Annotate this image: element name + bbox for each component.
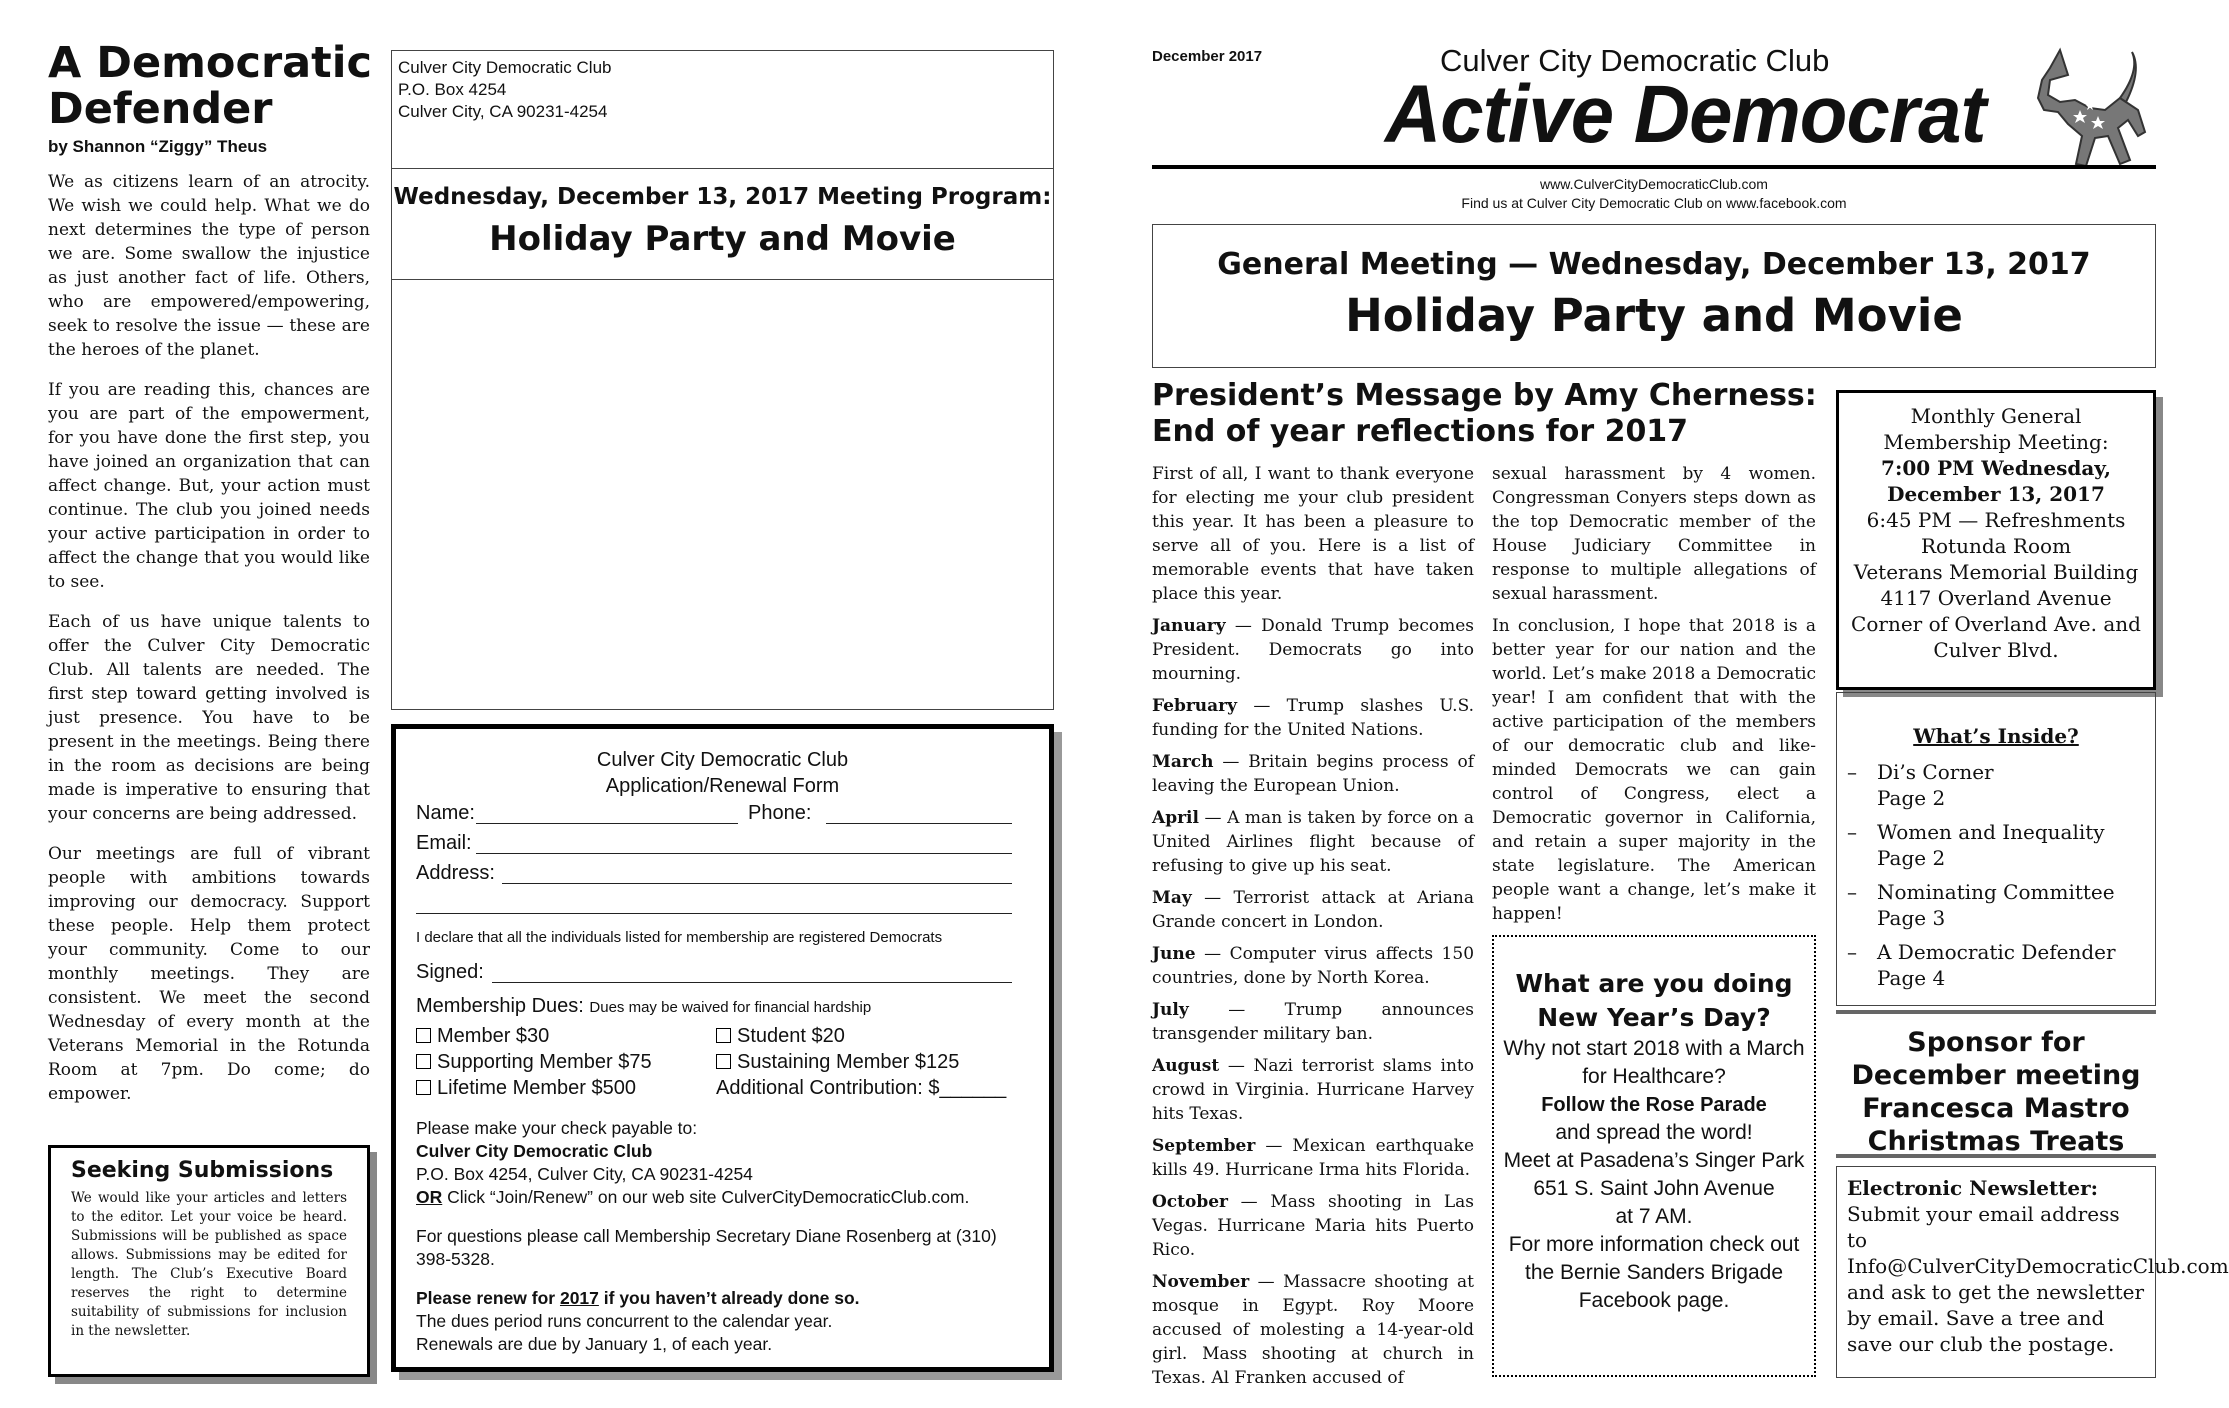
or-label: OR — [416, 1187, 443, 1207]
declaration-text: I declare that all the individuals listed for membership are registered Democrats — [416, 929, 943, 946]
renew-notice — [416, 1287, 1026, 1310]
divider — [392, 279, 1053, 280]
option-student[interactable] — [716, 1025, 845, 1048]
payment-info — [416, 1117, 1026, 1356]
article-paragraph: Each of us have unique talents to offer the Culver City Democratic Club. All talents are needed. The first step toward getting involved is just presence. You have to be present in the meetings. Being there in the room as decisions are being made is imperative to ensuring that your concerns are being addressed. — [48, 612, 370, 824]
new-years-line: and spread the word! — [1555, 1121, 1753, 1144]
event-item: May — Terrorist attack at Ariana Grande concert in London. — [1152, 888, 1475, 932]
presidents-message-col2 — [1492, 462, 1816, 934]
contents-title: A Democratic Defender — [1877, 940, 2116, 964]
event-text: Terrorist attack at Ariana Grande concert in London. — [1152, 888, 1475, 932]
option-sustaining[interactable] — [716, 1051, 959, 1074]
signed-label: Signed: — [416, 961, 484, 983]
option-member[interactable] — [416, 1025, 549, 1048]
article-paragraph: Our meetings are full of vibrant people with ambitions towards improving our democracy. Support these people. Help them protect your community. Come to our monthly meetings. They are consistent. We meet the second Wednesday of every month at the Veterans Memorial in the Rotunda Room at 7pm. Do come; do empower. — [48, 844, 370, 1104]
event-month: November — [1152, 1272, 1250, 1292]
event-month: March — [1152, 752, 1214, 772]
facebook-link[interactable]: Find us at Culver City Democratic Club on www.facebook.com — [1461, 195, 1847, 211]
return-address-line: Culver City Democratic Club — [398, 58, 612, 77]
event-item: February — Trump slashes U.S. funding for the United Nations. — [1152, 696, 1475, 740]
dash-icon: – — [1847, 880, 1857, 904]
contents-title: Di’s Corner — [1877, 760, 1994, 784]
event-month: January — [1152, 616, 1226, 636]
contents-page: Page 3 — [1877, 906, 1946, 930]
sponsor-name: Francesca Mastro — [1862, 1093, 2130, 1124]
website-link[interactable]: www.CulverCityDemocraticClub.com — [1540, 176, 1768, 192]
contents-item[interactable] — [1847, 879, 2145, 931]
event-month: July — [1152, 1000, 1189, 1020]
general-meeting-box — [1152, 224, 2156, 368]
event-text: Massacre shooting at mosque in Egypt. Roy Moore accused of molesting a 14-year-old girl. Mass shooting at church in Texas. Al Franken accused of — [1152, 1272, 1474, 1388]
new-years-line: Meet at Pasadena’s Singer Park — [1503, 1149, 1805, 1172]
whats-inside-title: What’s Inside? — [1913, 724, 2079, 748]
additional-contribution[interactable]: Additional Contribution: $______ — [716, 1077, 1007, 1099]
contents-item[interactable] — [1847, 819, 2145, 871]
event-month: May — [1152, 888, 1192, 908]
checkbox[interactable] — [716, 1054, 731, 1069]
meeting-program-heading: Wednesday, December 13, 2017 Meeting Program: — [393, 184, 1052, 210]
meeting-line: Monthly General Membership Meeting: — [1883, 404, 2109, 454]
contents-title: Women and Inequality — [1877, 820, 2105, 844]
payable-address: P.O. Box 4254, Culver City, CA 90231-4254 — [416, 1164, 753, 1184]
phone-field[interactable] — [826, 823, 1012, 824]
event-text: A man is taken by force on a United Airlines flight because of refusing to give up his seat. — [1152, 808, 1474, 876]
enews-text: Submit your email address to Info@CulverCityDemocraticClub.com and ask to get the newsletter by email. Save a tree and save our club the postage. — [1847, 1202, 2229, 1356]
event-text: Nazi terrorist slams into crowd in Virginia. Hurricane Harvey hits Texas. — [1152, 1056, 1474, 1124]
masthead-title: Active Democrat — [1385, 69, 1986, 160]
option-supporting[interactable] — [416, 1051, 652, 1074]
event-month: April — [1152, 808, 1199, 828]
application-form — [391, 724, 1054, 1372]
seeking-submissions-box — [48, 1145, 370, 1377]
event-item: March — Britain begins process of leaving the European Union. — [1152, 752, 1474, 796]
general-meeting-date: General Meeting — Wednesday, December 13, 2017 — [1217, 247, 2091, 282]
checkbox[interactable] — [416, 1028, 431, 1043]
article-title: A Democratic Defender — [48, 38, 372, 134]
membership-dues — [416, 995, 871, 1018]
monthly-meeting-box — [1836, 390, 2156, 690]
meeting-line: Corner of Overland Ave. and Culver Blvd. — [1851, 612, 2141, 662]
name-label: Name: — [416, 802, 475, 824]
renew-year: 2017 — [559, 1288, 599, 1308]
checkbox[interactable] — [416, 1080, 431, 1095]
presidents-message-title: President’s Message by Amy Cherness: End of year reflections for 2017 — [1152, 378, 1817, 449]
event-text: Trump announces transgender military ban. — [1152, 1000, 1474, 1044]
option-label: Supporting Member $75 — [437, 1051, 652, 1073]
option-label: Lifetime Member $500 — [437, 1077, 636, 1099]
contents-title: Nominating Committee — [1877, 880, 2115, 904]
new-years-line: at 7 AM. — [1615, 1205, 1693, 1228]
dash-icon: – — [1847, 940, 1857, 964]
seeking-text: We would like your articles and letters to the editor. Let your voice be heard. Submissions will be published as space allows. Submissions may be edited for length. The Club’s Executive Board reserves the right to determine suitability of submissions for inclusion in the newsletter. — [71, 1190, 347, 1339]
sponsor-item: Christmas Treats — [1867, 1126, 2125, 1157]
renew-pre: Please renew for — [416, 1288, 560, 1308]
payable-intro: Please make your check payable to: — [416, 1118, 698, 1138]
email-label: Email: — [416, 832, 472, 854]
whats-inside-box — [1836, 692, 2156, 1006]
pm-continued: sexual harassment by 4 women. Congressman Conyers steps down as the top Democratic member of the House Judiciary Committee in response to multiple allegations of sexual harassment. — [1492, 464, 1816, 604]
event-item: April — A man is taken by force on a United Airlines flight because of refusing to give up his seat. — [1152, 808, 1474, 876]
event-month: September — [1152, 1136, 1256, 1156]
dues-period: The dues period runs concurrent to the calendar year. — [416, 1311, 833, 1331]
event-item: September — Mexican earthquake kills 49. Hurricane Irma hits Florida. — [1152, 1136, 1475, 1180]
article-body — [48, 170, 370, 1122]
address-field[interactable] — [502, 883, 1012, 884]
signature-field[interactable] — [492, 982, 1012, 983]
option-label: Student $20 — [737, 1025, 845, 1047]
sponsor-heading: Sponsor for December meeting — [1851, 1027, 2141, 1091]
checkbox[interactable] — [416, 1054, 431, 1069]
divider — [392, 168, 1053, 169]
dash-icon: – — [1847, 760, 1857, 784]
new-years-box — [1492, 935, 1816, 1377]
pm-intro: First of all, I want to thank everyone for electing me your club president this year. It has been a pleasure to serve all of you. Here is a list of memorable events that have taken place this year. — [1152, 464, 1474, 604]
return-address-line: P.O. Box 4254 — [398, 80, 507, 99]
payable-name: Culver City Democratic Club — [416, 1141, 653, 1161]
pm-conclusion: In conclusion, I hope that 2018 is a better year for our nation and the world. Let’s make 2018 a Democratic year! I am confident that with the active participation of the members of our democratic club and like-minded Democrats we can gain control of Congress, elect a Democratic governor in California, and retain a super majority in the state legislature. The American people want a change, let’s make it happen! — [1492, 616, 1816, 924]
contents-page: Page 2 — [1877, 846, 1946, 870]
meeting-program-title: Holiday Party and Movie — [489, 219, 956, 259]
event-item: January — Donald Trump becomes President. Democrats go into mourning. — [1152, 616, 1474, 684]
renewals-due: Renewals are due by January 1, of each year. — [416, 1334, 773, 1354]
name-field[interactable] — [476, 823, 738, 824]
dues-label: Membership Dues: — [416, 995, 584, 1017]
event-text: Mass shooting in Las Vegas. Hurricane Maria hits Puerto Rico. — [1152, 1192, 1475, 1260]
event-month: February — [1152, 696, 1238, 716]
online-renewal — [416, 1186, 1026, 1209]
contents-item[interactable] — [1847, 939, 2145, 991]
renew-post: if you haven’t already done so. — [598, 1288, 860, 1308]
masthead-rule — [1152, 165, 2156, 169]
new-years-line: Why not start 2018 with a March for Healthcare? — [1503, 1037, 1805, 1088]
article-paragraph: We as citizens learn of an atrocity. We wish we could help. What we do next determines the type of person we are. Some swallow the injustice as just another fact of life. Others, who are empowered/empowering, seek to resolve the issue — these are the heroes of the planet. — [48, 172, 370, 360]
event-month: October — [1152, 1192, 1229, 1212]
event-item: October — Mass shooting in Las Vegas. Hurricane Maria hits Puerto Rico. — [1152, 1192, 1475, 1260]
contents-item[interactable] — [1847, 759, 2145, 811]
electronic-newsletter-box — [1836, 1166, 2229, 1378]
questions-text: For questions please call Membership Secretary Diane Rosenberg at (310) 398-5328. — [416, 1226, 997, 1269]
new-years-line: Follow the Rose Parade — [1541, 1094, 1767, 1116]
return-address — [398, 57, 612, 123]
new-years-line: 651 S. Saint John Avenue — [1533, 1177, 1775, 1200]
event-item: July — Trump announces transgender military ban. — [1152, 1000, 1474, 1044]
donkey-logo-icon — [2020, 40, 2160, 180]
enews-title: Electronic Newsletter: — [1847, 1176, 2099, 1200]
checkbox[interactable] — [716, 1028, 731, 1043]
issue-date: December 2017 — [1152, 48, 1263, 65]
event-item: August — Nazi terrorist slams into crowd in Virginia. Hurricane Harvey hits Texas. — [1152, 1056, 1474, 1124]
meeting-line: Veterans Memorial Building — [1853, 560, 2139, 584]
contents-page: Page 2 — [1877, 786, 1946, 810]
event-text: Donald Trump becomes President. Democrats go into mourning. — [1152, 616, 1474, 684]
option-lifetime[interactable] — [416, 1077, 636, 1100]
meeting-line: 6:45 PM — Refreshments — [1866, 508, 2126, 532]
address-label: Address: — [416, 862, 495, 884]
form-title-line: Culver City Democratic Club — [596, 749, 849, 771]
club-name: Culver City Democratic Club — [1440, 43, 1830, 78]
article-paragraph: If you are reading this, chances are you are part of the empowerment, for you have done the first step, you have joined an organization that can affect change. But, your action must continue. The club you joined needs your active participation in order to affect the change that you would like to see. — [48, 380, 370, 592]
dash-icon: – — [1847, 820, 1857, 844]
event-text: Computer virus affects 150 countries, done by North Korea. — [1152, 944, 1475, 988]
option-label: Member $30 — [437, 1025, 550, 1047]
return-address-line: Culver City, CA 90231-4254 — [398, 102, 608, 121]
article-byline: by Shannon “Ziggy” Theus — [48, 137, 268, 156]
address-field-line2[interactable] — [416, 913, 1012, 914]
presidents-message-col1 — [1152, 462, 1474, 1398]
seeking-title: Seeking Submissions — [71, 1158, 334, 1183]
phone-label: Phone: — [748, 802, 812, 824]
email-field[interactable] — [476, 853, 1012, 854]
event-text: Mexican earthquake kills 49. Hurricane Irma hits Florida. — [1152, 1136, 1475, 1180]
event-text: Trump slashes U.S. funding for the United Nations. — [1152, 696, 1475, 740]
new-years-line: For more information check out the Bernie Sanders Brigade Facebook page. — [1508, 1233, 1800, 1312]
form-title — [396, 747, 1049, 799]
meeting-line: Rotunda Room — [1920, 534, 2072, 558]
event-month: June — [1152, 944, 1196, 964]
contents-page: Page 4 — [1877, 966, 1946, 990]
meeting-time: 7:00 PM Wednesday, December 13, 2017 — [1881, 456, 2111, 506]
dues-note: Dues may be waived for financial hardship — [589, 999, 872, 1016]
event-item: November — Massacre shooting at mosque in Egypt. Roy Moore accused of molesting a 14-year-old girl. Mass shooting at church in Texas. Al Franken accused of — [1152, 1272, 1474, 1388]
general-meeting-title: Holiday Party and Movie — [1345, 289, 1963, 342]
event-item: June — Computer virus affects 150 countries, done by North Korea. — [1152, 944, 1475, 988]
new-years-title: What are you doing New Year’s Day? — [1515, 969, 1793, 1032]
event-month: August — [1152, 1056, 1220, 1076]
form-title-line: Application/Renewal Form — [605, 775, 840, 797]
sponsor-box — [1836, 1010, 2156, 1158]
event-text: Britain begins process of leaving the European Union. — [1152, 752, 1474, 796]
mailing-panel — [391, 50, 1054, 710]
option-label: Sustaining Member $125 — [737, 1051, 960, 1073]
online-text[interactable]: Click “Join/Renew” on our web site CulverCityDemocraticClub.com. — [447, 1187, 970, 1207]
meeting-line: 4117 Overland Avenue — [1880, 586, 2112, 610]
